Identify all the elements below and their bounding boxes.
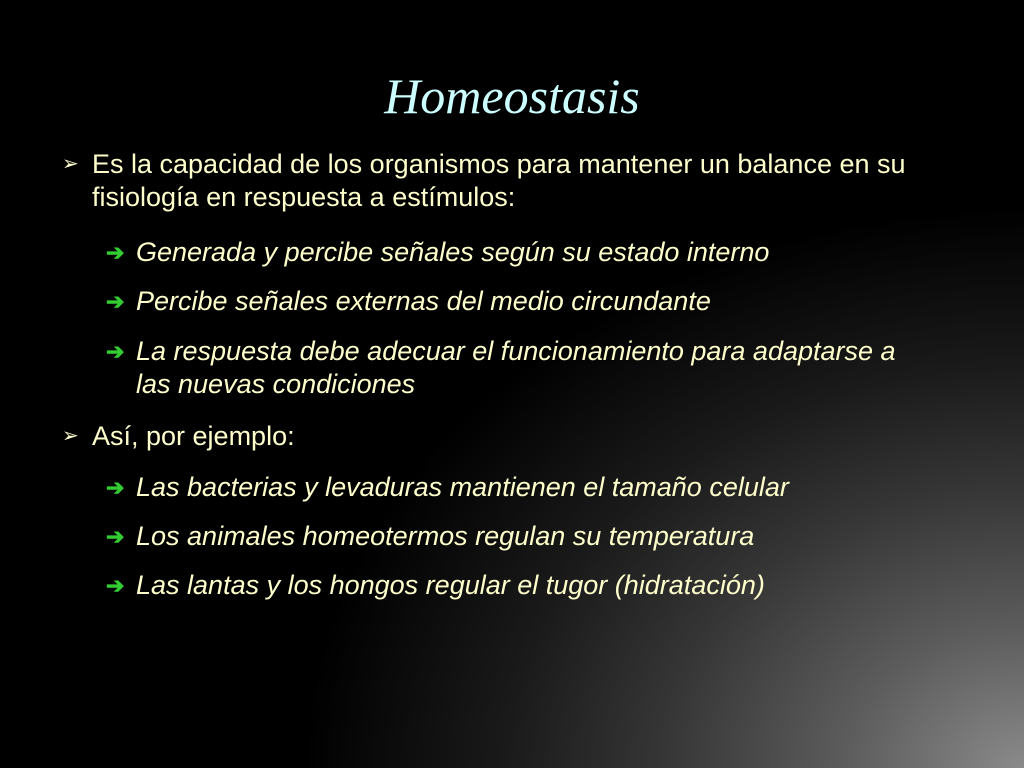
sub-arrow-icon: ➔ <box>106 289 125 314</box>
sub-arrow-icon: ➔ <box>106 475 125 500</box>
sub-item-text: Las bacterias y levaduras mantienen el tamaño celular <box>136 472 789 502</box>
sub-item-text: Percibe señales externas del medio circundante <box>136 286 711 316</box>
bullet-text: Así, por ejemplo: <box>92 421 295 451</box>
sub-arrow-icon: ➔ <box>106 240 125 265</box>
sub-arrow-icon: ➔ <box>106 573 125 598</box>
sub-arrow-icon: ➔ <box>106 524 125 549</box>
bullet-arrow-icon: ➢ <box>62 425 79 447</box>
bullet-arrow-icon: ➢ <box>62 153 79 175</box>
sub-item-text: Las lantas y los hongos regular el tugor (hidratación) <box>136 570 765 600</box>
sub-item-text: La respuesta debe adecuar el funcionamiento para adaptarse a las nuevas condiciones <box>136 336 896 399</box>
sub-arrow-icon: ➔ <box>106 339 125 364</box>
bullet-text: Es la capacidad de los organismos para mantener un balance en su fisiología en respuesta a estímulos: <box>92 149 906 212</box>
sub-item-text: Los animales homeotermos regulan su temperatura <box>136 521 755 551</box>
sub-item-text: Generada y percibe señales según su estado interno <box>136 237 770 267</box>
slide-title: Homeostasis <box>384 68 640 124</box>
